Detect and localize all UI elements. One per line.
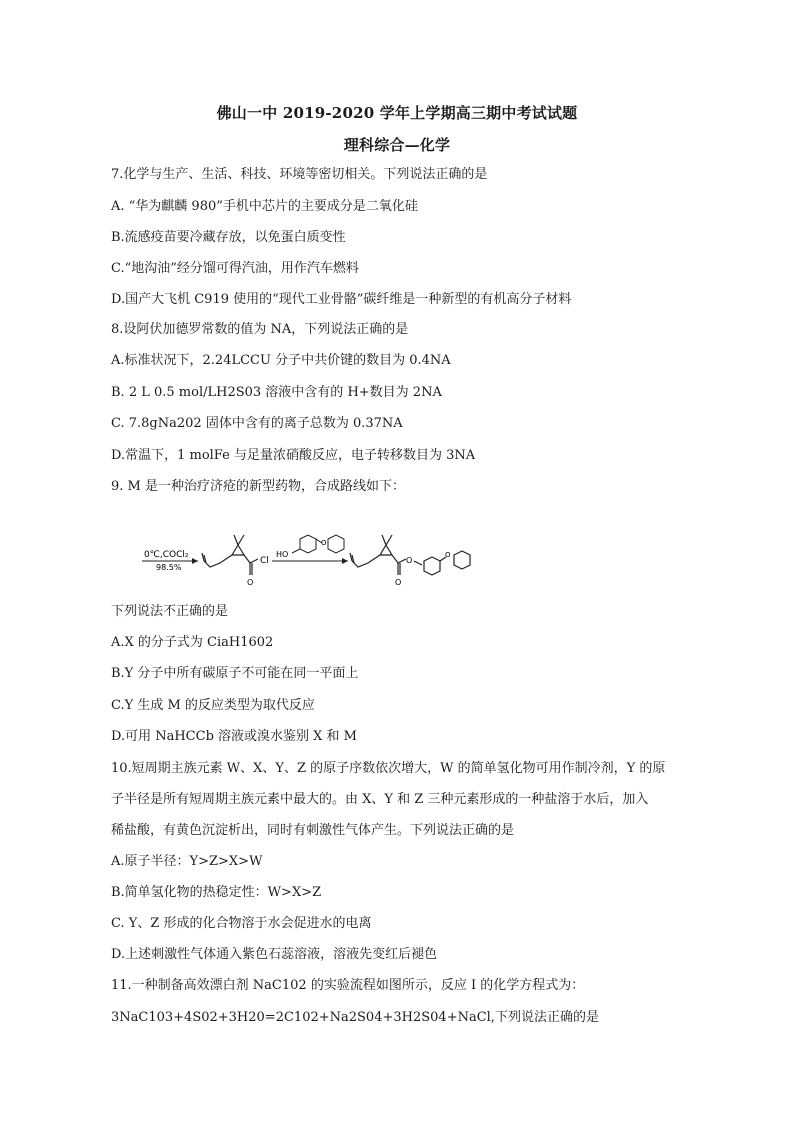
q9-option-d: D.可用 NaHCCb 溶液或溴水鉴别 X 和 M xyxy=(111,729,357,744)
q8-stem: 8.设阿伏加德罗常数的值为 NA，下列说法正确的是 xyxy=(111,322,409,337)
q10-option-d: D.上述刺激性气体通入紫色石蕊溶液，溶液先变红后褪色 xyxy=(111,947,438,962)
q8-option-c: C. 7.8gNa202 固体中含有的离子总数为 0.37NA xyxy=(111,416,403,431)
synthesis-scheme xyxy=(140,525,520,595)
svg-text:98.5%: 98.5% xyxy=(156,563,182,572)
ether-oxygen-label-2: O xyxy=(445,551,451,559)
q8-option-d: D.常温下，1 molFe 与足量浓硝酸反应，电子转移数目为 3NA xyxy=(111,448,476,463)
q9-question: 下列说法不正确的是 xyxy=(111,604,229,619)
q8-option-a: A.标准状况下，2.24LCCU 分子中共价键的数目为 0.4NA xyxy=(111,353,451,368)
carbonyl-oxygen-label-1: O xyxy=(247,578,254,587)
chlorine-label: Cl xyxy=(260,556,269,566)
page-title: 佛山一中 2019-2020 学年上学期高三期中考试试题 xyxy=(216,104,578,122)
q10-option-c: C. Y、Z 形成的化合物溶于水会促进水的电离 xyxy=(111,916,372,931)
q9-option-b: B.Y 分子中所有碳原子不可能在同一平面上 xyxy=(111,666,359,681)
q9-option-c: C.Y 生成 M 的反应类型为取代反应 xyxy=(111,698,315,713)
hydroxyl-label: HO xyxy=(276,550,289,559)
q10-option-a: A.原子半径：Y>Z>X>W xyxy=(111,854,263,869)
ester-oxygen-label: O xyxy=(406,556,413,565)
q7-option-b: B.流感疫苗要冷藏存放，以免蛋白质变性 xyxy=(111,230,346,245)
arrowhead-1 xyxy=(192,558,198,564)
q9-option-a: A.X 的分子式为 CiaH1602 xyxy=(111,635,274,650)
q9-stem: 9. M 是一种治疗济疮的新型药物，合成路线如下： xyxy=(111,479,405,494)
q7-stem: 7.化学与生产、生活、科技、环境等密切相关。下列说法正确的是 xyxy=(111,167,488,182)
q11-stem-line-2: 3NaC103+4S02+3H20=2C102+Na2S04+3H2S04+NaCl,下列说法正确的是 xyxy=(111,1010,599,1025)
q8-option-b: B. 2 L 0.5 mol/LH2S03 溶液中含有的 H+数目为 2NA xyxy=(111,385,442,400)
q7-option-d: D.国产大飞机 C919 使用的“现代工业骨骼”碳纤维是一种新型的有机高分子材料 xyxy=(111,292,572,307)
carbonyl-oxygen-label-2: O xyxy=(395,578,402,587)
page-subtitle: 理科综合—化学 xyxy=(343,136,451,154)
q10-stem-line-1: 10.短周期主族元素 W、X、Y、Z 的原子序数依次增大，W 的简单氢化物可用作制冷剂，Y 的原 xyxy=(111,761,666,776)
q10-stem-line-2: 子半径是所有短周期主族元素中最大的。由 X、Y 和 Z 三种元素形成的一种盐溶于水后，加入 xyxy=(111,792,649,807)
ester-product-structure xyxy=(350,535,470,575)
acyl-chloride-structure xyxy=(202,535,258,575)
q10-option-b: B.简单氢化物的热稳定性：W>X>Z xyxy=(111,885,322,900)
arrowhead-2 xyxy=(342,558,348,564)
q10-stem-line-3: 稀盐酸，有黄色沉淀析出，同时有刺激性气体产生。下列说法正确的是 xyxy=(111,823,515,838)
ether-oxygen-label-1: O xyxy=(321,539,327,547)
q11-stem-line-1: 11.一种制备高效漂白剂 NaC102 的实验流程如图所示，反应 I 的化学方程式为： xyxy=(111,978,585,993)
alcohol-reagent-structure xyxy=(292,535,344,553)
q7-option-a: A. “华为麒麟 980”手机中芯片的主要成分是二氧化硅 xyxy=(111,199,418,214)
svg-text:0℃,COCl₂: 0℃,COCl₂ xyxy=(144,550,189,560)
q7-option-c: C.“地沟油”经分馏可得汽油，用作汽车燃料 xyxy=(111,261,359,276)
